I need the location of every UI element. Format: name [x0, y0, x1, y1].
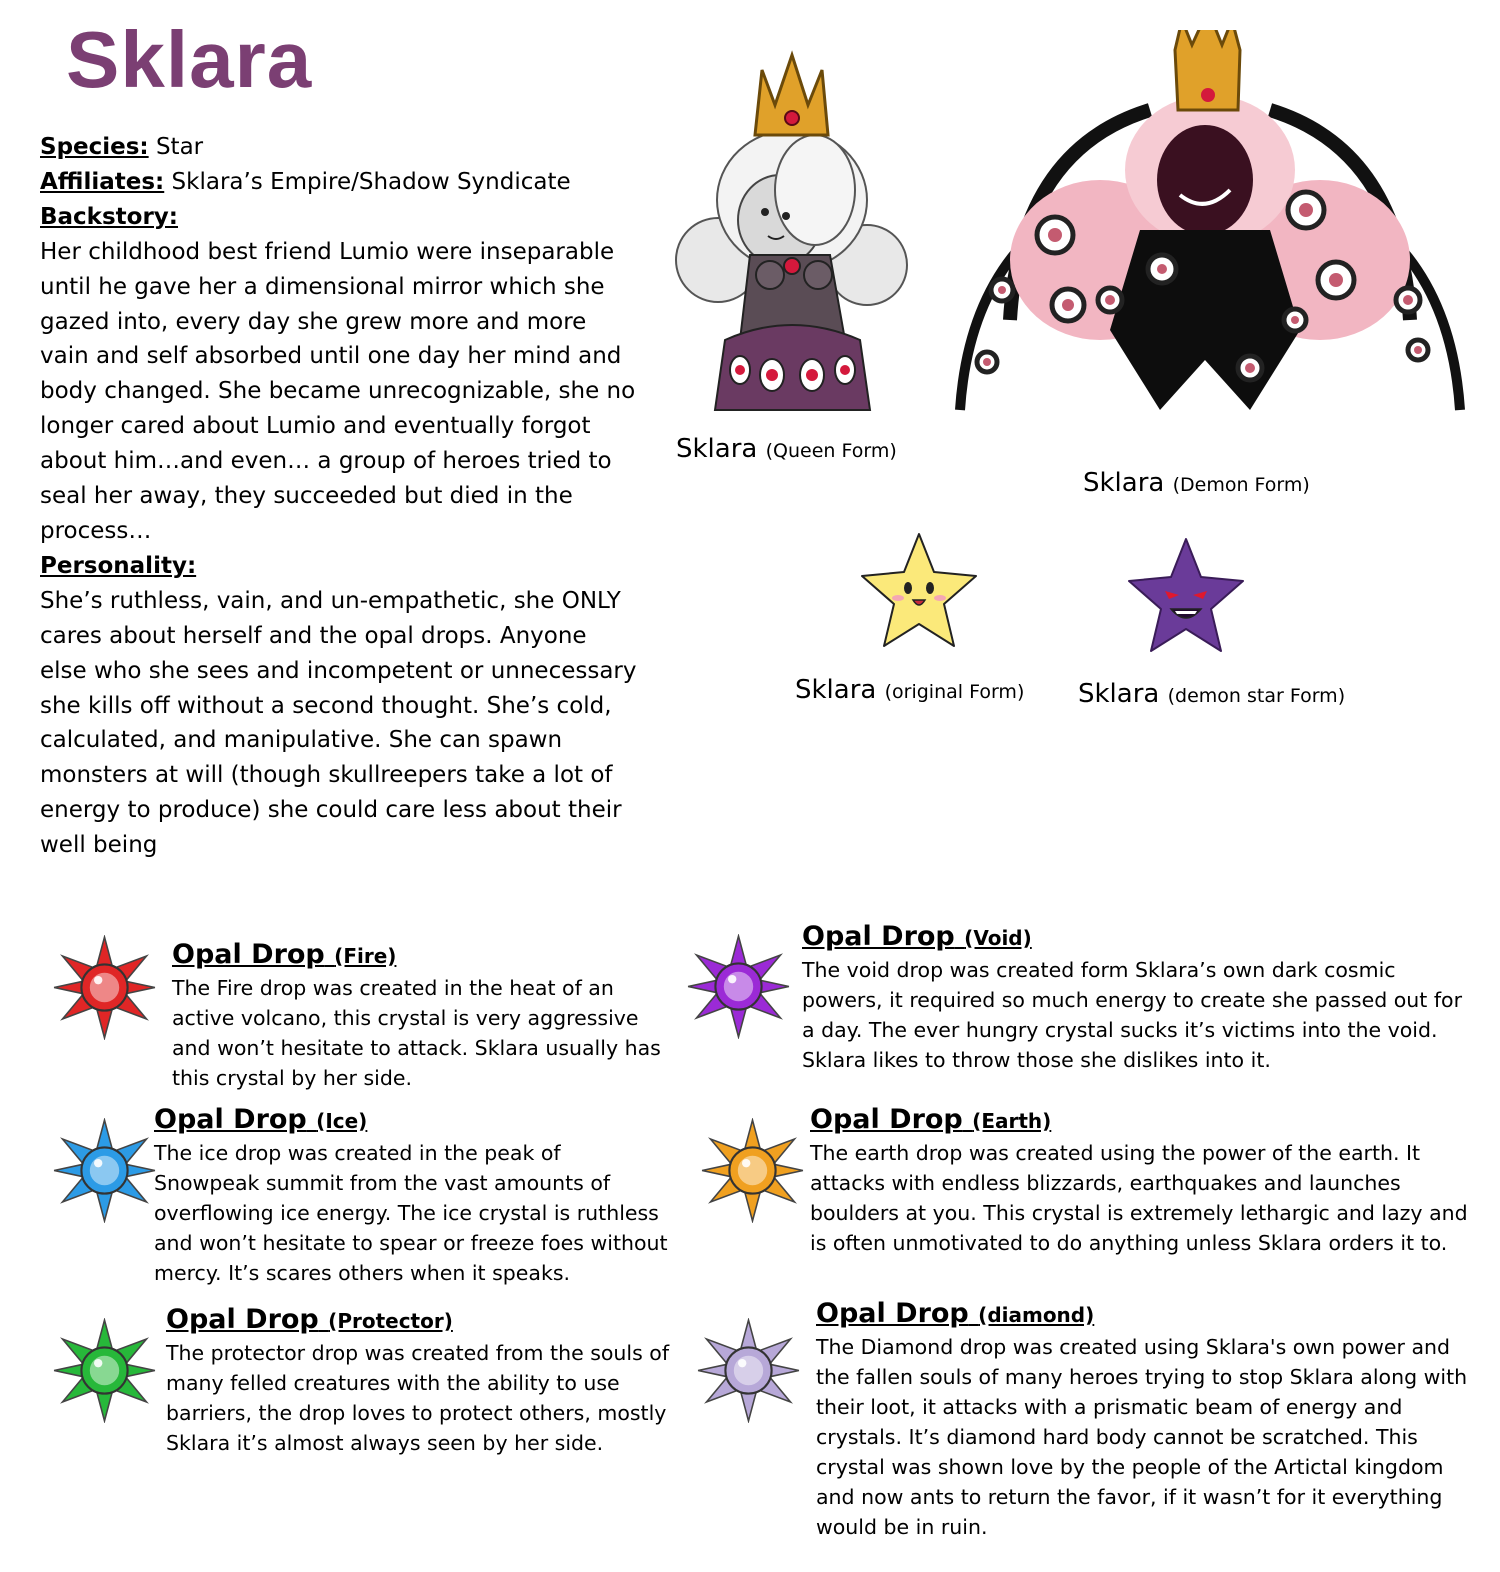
affiliates-label: Affiliates:	[40, 168, 165, 195]
drop-title-name: Opal Drop	[802, 921, 955, 952]
caption-name: Sklara	[1078, 679, 1160, 709]
demon-star-form-illustration	[1125, 535, 1247, 657]
drop-description: The earth drop was created using the power of the earth. It attacks with endless blizzards, earthquakes and launches boulders at you. This crystal is extremely lethargic and lazy and is often unmotivated to do anything unless Sklara orders it to.	[810, 1141, 1468, 1255]
drop-type: (Void)	[964, 926, 1032, 950]
drop-description: The ice drop was created in the peak of Snowpeak summit from the vast amounts of overflowing ice energy. The ice crystal is ruthless and won’t hesitate to spear or freeze foes without mercy. It’s scares others when it speaks.	[154, 1141, 668, 1285]
caption-queen-form	[676, 434, 897, 464]
affiliates-value: Sklara’s Empire/Shadow Syndicate	[171, 168, 571, 195]
drop-title	[172, 938, 662, 973]
drop-title-name: Opal Drop	[810, 1104, 963, 1135]
personality-label: Personality:	[40, 552, 197, 579]
drop-card	[154, 1103, 669, 1288]
drop-type: (Protector)	[328, 1309, 453, 1333]
drop-card	[810, 1103, 1470, 1258]
caption-form: (Queen Form)	[765, 440, 897, 462]
drop-description: The protector drop was created from the souls of many felled creatures with the ability to use barriers, the drop loves to protect others, mostly Sklara it’s almost always seen by her side.	[166, 1341, 670, 1455]
diamond-drop-icon	[696, 1318, 801, 1423]
drop-type: (Ice)	[316, 1109, 368, 1133]
drop-card	[802, 920, 1462, 1075]
caption-name: Sklara	[795, 675, 877, 705]
drop-card	[816, 1297, 1476, 1542]
earth-drop-icon	[700, 1118, 805, 1223]
drop-title-name: Opal Drop	[816, 1298, 969, 1329]
drop-title-name: Opal Drop	[166, 1304, 319, 1335]
species-line	[40, 130, 640, 165]
caption-demon-star-form	[1078, 679, 1345, 709]
drop-type: (Earth)	[972, 1109, 1052, 1133]
caption-original-form	[795, 675, 1024, 705]
drop-description: The Fire drop was created in the heat of an active volcano, this crystal is very aggressive and won’t hesitate to attack. Sklara usually has this crystal by her side.	[172, 976, 661, 1090]
backstory-text: Her childhood best friend Lumio were inseparable until he gave her a dimensional mirror which she gazed into, every day she grew more and more vain and self absorbed until one day her mind and body changed. She became unrecognizable, she no longer cared about Lumio and eventually forgot about him…and even… a group of heroes tried to seal her away, they succeeded but died in the process…	[40, 238, 636, 544]
caption-form: (Demon Form)	[1172, 474, 1310, 496]
caption-demon-form	[1083, 468, 1310, 498]
drop-type: (diamond)	[978, 1303, 1095, 1327]
caption-form: (original Form)	[884, 681, 1025, 703]
drop-title	[166, 1303, 671, 1338]
drop-title-name: Opal Drop	[154, 1104, 307, 1135]
fire-drop-icon	[52, 935, 157, 1040]
caption-name: Sklara	[676, 434, 758, 464]
backstory-label: Backstory:	[40, 203, 178, 230]
demon-form-illustration	[950, 30, 1470, 430]
drop-type: (Fire)	[334, 944, 397, 968]
page-title: Sklara	[66, 15, 313, 104]
caption-name: Sklara	[1083, 468, 1165, 498]
drop-title	[154, 1103, 669, 1138]
protector-drop-icon	[52, 1318, 157, 1423]
drop-description: The void drop was created form Sklara’s own dark cosmic powers, it required so much energy to create she passed out for a day. The ever hungry crystal sucks it’s victims into the void. Sklara likes to throw those she dislikes into it.	[802, 958, 1463, 1072]
species-label: Species:	[40, 134, 149, 160]
personality-text: She’s ruthless, vain, and un-empathetic, she ONLY cares about herself and the opal drops. Anyone else who she sees and incompetent or unnecessary she kills off without a second thought. She’s cold, calculated, and manipulative. She can spawn monsters at will (though skullreepers take a lot of energy to produce) she could care less about their well being	[40, 587, 637, 859]
drop-card	[172, 938, 662, 1093]
ice-drop-icon	[52, 1118, 157, 1223]
drop-title	[816, 1297, 1476, 1332]
original-form-illustration	[858, 530, 980, 652]
affiliates-line	[40, 165, 640, 200]
drop-title	[810, 1103, 1470, 1138]
species-value: Star	[155, 134, 204, 160]
drop-title	[802, 920, 1462, 955]
void-drop-icon	[686, 934, 791, 1039]
drop-title-name: Opal Drop	[172, 939, 325, 970]
drop-description: The Diamond drop was created using Sklara's own power and the fallen souls of many heroes trying to stop Sklara along with their loot, it attacks with a prismatic beam of energy and crystals. It’s diamond hard body cannot be scratched. This crystal was shown love by the people of the Artictal kingdom and now ants to return the favor, if it wasn’t for it everything would be in ruin.	[816, 1335, 1468, 1539]
queen-form-illustration	[670, 40, 915, 420]
character-info	[40, 130, 640, 863]
caption-form: (demon star Form)	[1167, 685, 1346, 707]
drop-card	[166, 1303, 671, 1458]
